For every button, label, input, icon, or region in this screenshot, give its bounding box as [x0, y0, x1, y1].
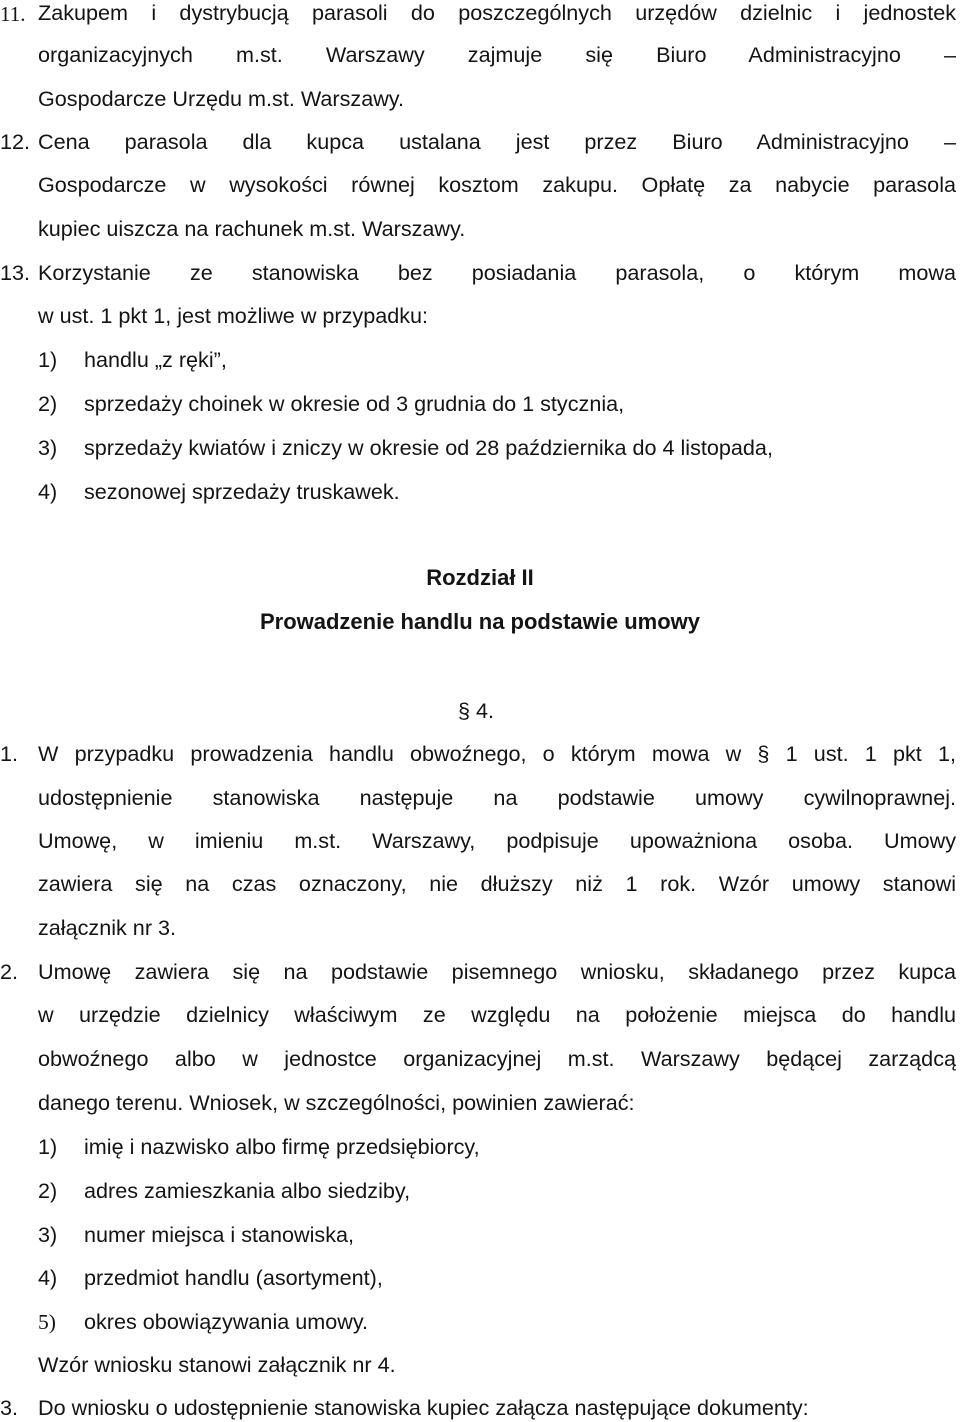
- section-heading: [458, 698, 494, 724]
- paragraph-line: danego terenu. Wniosek, w szczególności, powinien zawierać:: [38, 1090, 635, 1115]
- paragraph-line: w ust. 1 pkt 1, jest możliwe w przypadku:: [38, 303, 429, 328]
- paragraph-number: 13.: [0, 260, 31, 285]
- list-item-number: 3): [38, 1222, 58, 1247]
- list-item-number: 4): [38, 1265, 58, 1290]
- point-number: 3.: [0, 1395, 19, 1420]
- list-item-number: 1): [38, 347, 58, 372]
- paragraph-line: Cena parasola dla kupca ustalana jest przez Biuro Administracyjno –: [38, 129, 956, 154]
- paragraph-line: udostępnienie stanowiska następuje na podstawie umowy cywilnoprawnej.: [38, 785, 956, 810]
- paragraph-line: Gospodarcze w wysokości równej kosztom zakupu. Opłatę za nabycie parasola: [38, 172, 956, 197]
- paragraph-line: Gospodarcze Urzędu m.st. Warszawy.: [38, 86, 404, 111]
- paragraph-line: Umowę zawiera się na podstawie pisemnego wniosku, składanego przez kupca: [38, 959, 956, 984]
- section-number: 4.: [476, 698, 495, 723]
- paragraph-line: Wzór wniosku stanowi załącznik nr 4.: [38, 1352, 396, 1377]
- list-item-text: okres obowiązywania umowy.: [84, 1309, 369, 1334]
- paragraph-line: w urzędzie dzielnicy właściwym ze względu na położenie miejsca do handlu: [38, 1002, 956, 1027]
- list-item-text: numer miejsca i stanowiska,: [84, 1222, 355, 1247]
- paragraph-line: Korzystanie ze stanowiska bez posiadania parasola, o którym mowa: [38, 260, 956, 285]
- list-item-number: 3): [38, 435, 58, 460]
- paragraph-line: Zakupem i dystrybucją parasoli do poszczególnych urzędów dzielnic i jednostek: [38, 0, 956, 25]
- paragraph-number: 11.: [0, 2, 26, 26]
- list-item-text: adres zamieszkania albo siedziby,: [84, 1178, 411, 1203]
- paragraph-line: W przypadku prowadzenia handlu obwoźnego, o którym mowa w § 1 ust. 1 pkt 1,: [38, 741, 956, 766]
- paragraph-line: zawiera się na czas oznaczony, nie dłuższy niż 1 rok. Wzór umowy stanowi: [38, 871, 956, 896]
- list-item-text: sprzedaży choinek w okresie od 3 grudnia do 1 stycznia,: [84, 391, 625, 416]
- paragraph-line: kupiec uiszcza na rachunek m.st. Warszawy.: [38, 216, 466, 241]
- chapter-number: Rozdział II: [426, 565, 534, 590]
- chapter-title: Prowadzenie handlu na podstawie umowy: [259, 609, 701, 634]
- list-item-text: handlu „z ręki”,: [84, 347, 227, 372]
- list-item-number: 4): [38, 479, 58, 504]
- list-item-number: 5): [38, 1310, 56, 1334]
- section-sign: §: [458, 698, 471, 723]
- list-item-text: imię i nazwisko albo firmę przedsiębiorcy,: [84, 1134, 480, 1159]
- paragraph-line: załącznik nr 3.: [38, 915, 177, 940]
- list-item-text: sprzedaży kwiatów i zniczy w okresie od 28 października do 4 listopada,: [84, 435, 773, 460]
- point-number: 1.: [0, 741, 19, 766]
- list-item-number: 2): [38, 1178, 58, 1203]
- paragraph-line: Do wniosku o udostępnienie stanowiska kupiec załącza następujące dokumenty:: [38, 1395, 809, 1420]
- list-item-text: sezonowej sprzedaży truskawek.: [84, 479, 400, 504]
- list-item-text: przedmiot handlu (asortyment),: [84, 1265, 383, 1290]
- list-item-number: 1): [38, 1134, 58, 1159]
- list-item-number: 2): [38, 391, 58, 416]
- paragraph-line: organizacyjnych m.st. Warszawy zajmuje się Biuro Administracyjno –: [38, 42, 956, 67]
- paragraph-number: 12.: [0, 129, 31, 154]
- point-number: 2.: [0, 959, 19, 984]
- paragraph-line: obwoźnego albo w jednostce organizacyjnej m.st. Warszawy będącej zarządcą: [38, 1046, 956, 1071]
- paragraph-line: Umowę, w imieniu m.st. Warszawy, podpisuje upoważniona osoba. Umowy: [38, 828, 956, 853]
